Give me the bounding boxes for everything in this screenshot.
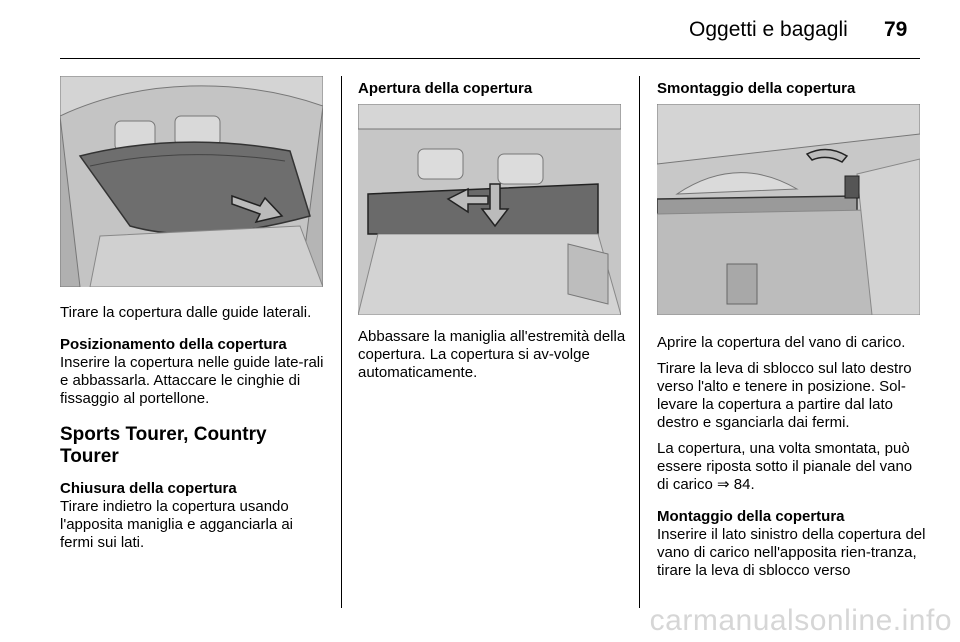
page-reference-icon: ⇒ (717, 476, 730, 493)
page-reference-link[interactable]: 84. (733, 476, 755, 493)
page-title: Oggetti e bagagli (689, 18, 848, 41)
heading-sports-tourer: Sports Tourer, Country Tourer (60, 424, 267, 467)
heading-positioning: Posizionamento della copertura (60, 336, 287, 353)
text-mounting: Inserire il lato sinistro della copertura del vano di carico nell'apposita rien-tranza, tirare la leva di sblocco verso (657, 526, 926, 579)
column-divider-1 (341, 76, 342, 608)
text-remove-step2: Tirare la leva di sblocco sul lato destro verso l'alto e tenere in posizione. Sol-levare la copertura a partire dal lato destro e sganciarla dai fermi. (657, 360, 912, 431)
heading-removing: Smontaggio della copertura (657, 80, 856, 97)
illustration-pull-cover (60, 76, 323, 287)
text-closing: Tirare indietro la copertura usando l'apposita maniglia e agganciarla ai fermi sui lati. (60, 498, 294, 551)
text-remove-storage-body: La copertura, una volta smontata, può essere riposta sotto il pianale del vano di carico (657, 440, 913, 493)
text-remove-step1: Aprire la copertura del vano di carico. (657, 334, 906, 351)
text-remove-storage (657, 440, 927, 494)
column-3 (657, 334, 927, 588)
heading-mounting: Montaggio della copertura (657, 508, 845, 525)
header-rule (60, 58, 920, 59)
watermark: carmanualsonline.info (649, 604, 952, 637)
column-3-heading-wrap (657, 80, 927, 98)
heading-opening: Apertura della copertura (358, 80, 533, 97)
column-2 (358, 328, 628, 390)
illustration-open-cover (358, 104, 621, 315)
column-2-heading-wrap (358, 80, 628, 98)
text-positioning: Inserire la copertura nelle guide late-rali e abbassarla. Attaccare le cinghie di fissaggio al portellone. (60, 354, 324, 407)
caption-pull-cover: Tirare la copertura dalle guide laterali. (60, 304, 312, 321)
illustration-remove-cover (657, 104, 920, 315)
column-divider-2 (639, 76, 640, 608)
text-opening: Abbassare la maniglia all'estremità della copertura. La copertura si av-volge automaticamente. (358, 328, 626, 381)
page-number: 79 (884, 18, 908, 41)
heading-closing: Chiusura della copertura (60, 480, 237, 497)
column-1 (60, 304, 330, 560)
